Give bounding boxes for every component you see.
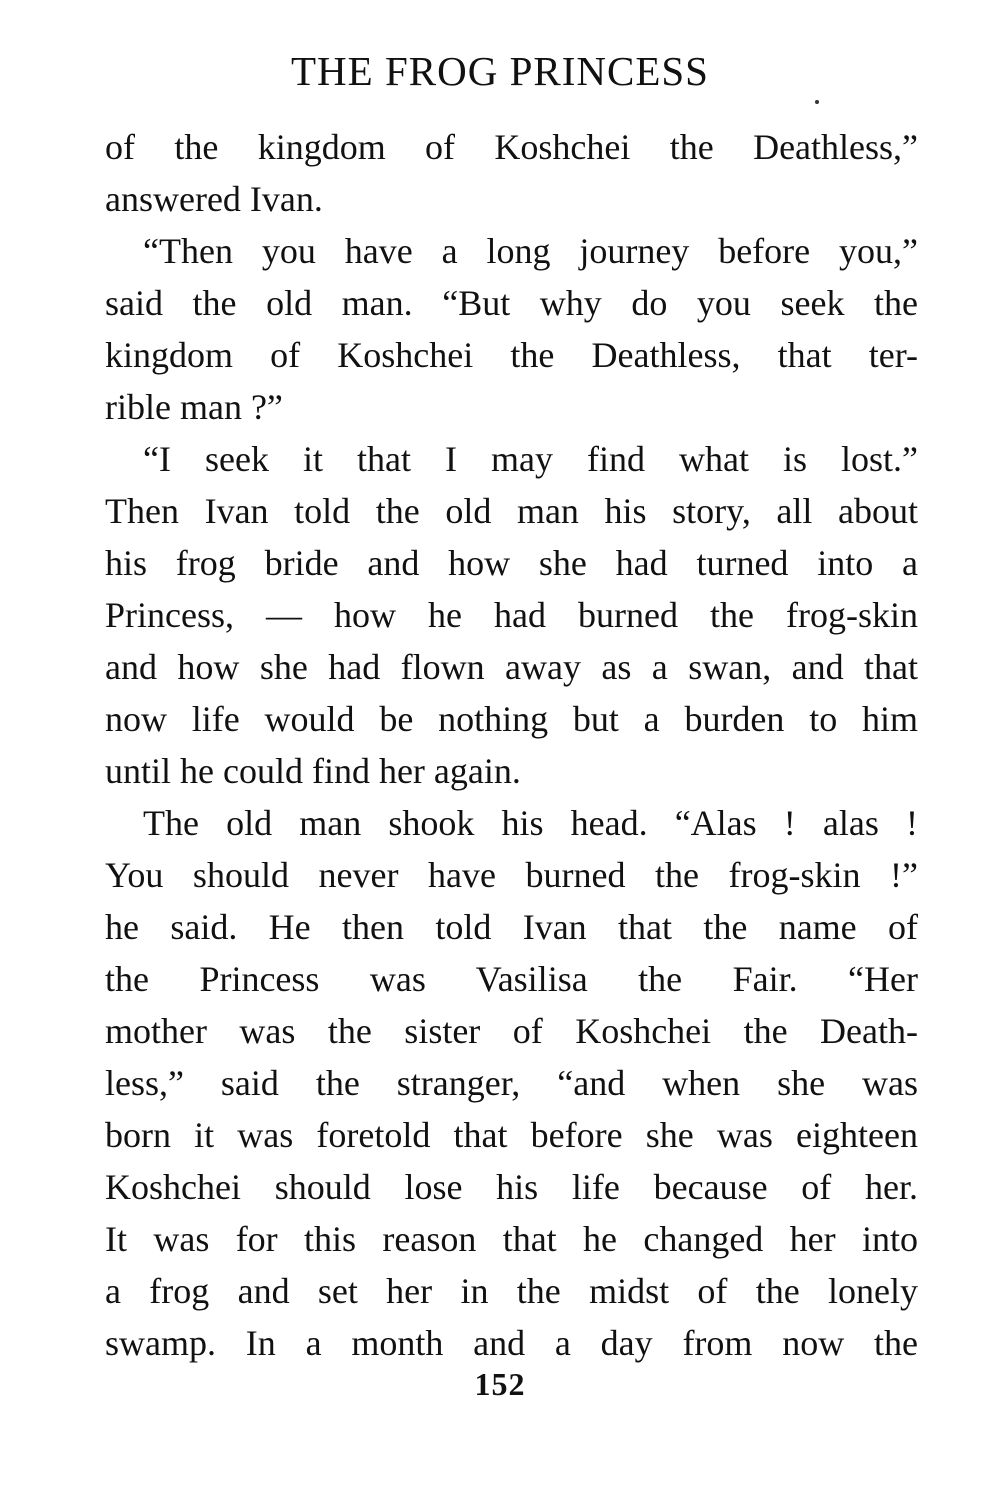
print-speck — [815, 100, 819, 104]
text-line: he said. He then told Ivan that the name of — [105, 907, 918, 947]
text-line: the Princess was Vasilisa the Fair. “Her — [105, 959, 918, 999]
text-line: You should never have burned the frog-skin !” — [105, 855, 918, 895]
text-line: Koshchei should lose his life because of her. — [105, 1167, 918, 1207]
text-line: a frog and set her in the midst of the lonely — [105, 1271, 918, 1311]
text-line: kingdom of Koshchei the Deathless, that ter- — [105, 335, 918, 375]
text-line: Then Ivan told the old man his story, all about — [105, 491, 918, 531]
text-line: born it was foretold that before she was eighteen — [105, 1115, 918, 1155]
text-line: rible man ?” — [105, 387, 283, 427]
text-line: answered Ivan. — [105, 179, 323, 219]
text-line: mother was the sister of Koshchei the Death- — [105, 1011, 918, 1051]
page-number: 152 — [474, 1366, 526, 1402]
text-line: Princess, — how he had burned the frog-skin — [105, 595, 918, 635]
text-line: said the old man. “But why do you seek the — [105, 283, 918, 323]
text-line: of the kingdom of Koshchei the Deathless,” — [105, 127, 918, 167]
text-line: “Then you have a long journey before you,” — [143, 231, 918, 271]
running-head: THE FROG PRINCESS — [291, 48, 709, 94]
body-text — [105, 121, 918, 1369]
text-line: less,” said the stranger, “and when she was — [105, 1063, 918, 1103]
text-line: now life would be nothing but a burden to him — [105, 699, 918, 739]
text-line: It was for this reason that he changed her into — [105, 1219, 918, 1259]
text-line: until he could find her again. — [105, 751, 521, 791]
text-line: his frog bride and how she had turned into a — [105, 543, 918, 583]
text-line: swamp. In a month and a day from now the — [105, 1323, 918, 1363]
text-line: “I seek it that I may find what is lost.” — [143, 439, 918, 479]
text-line: The old man shook his head. “Alas ! alas ! — [143, 803, 918, 843]
text-line: and how she had flown away as a swan, and that — [105, 647, 918, 687]
